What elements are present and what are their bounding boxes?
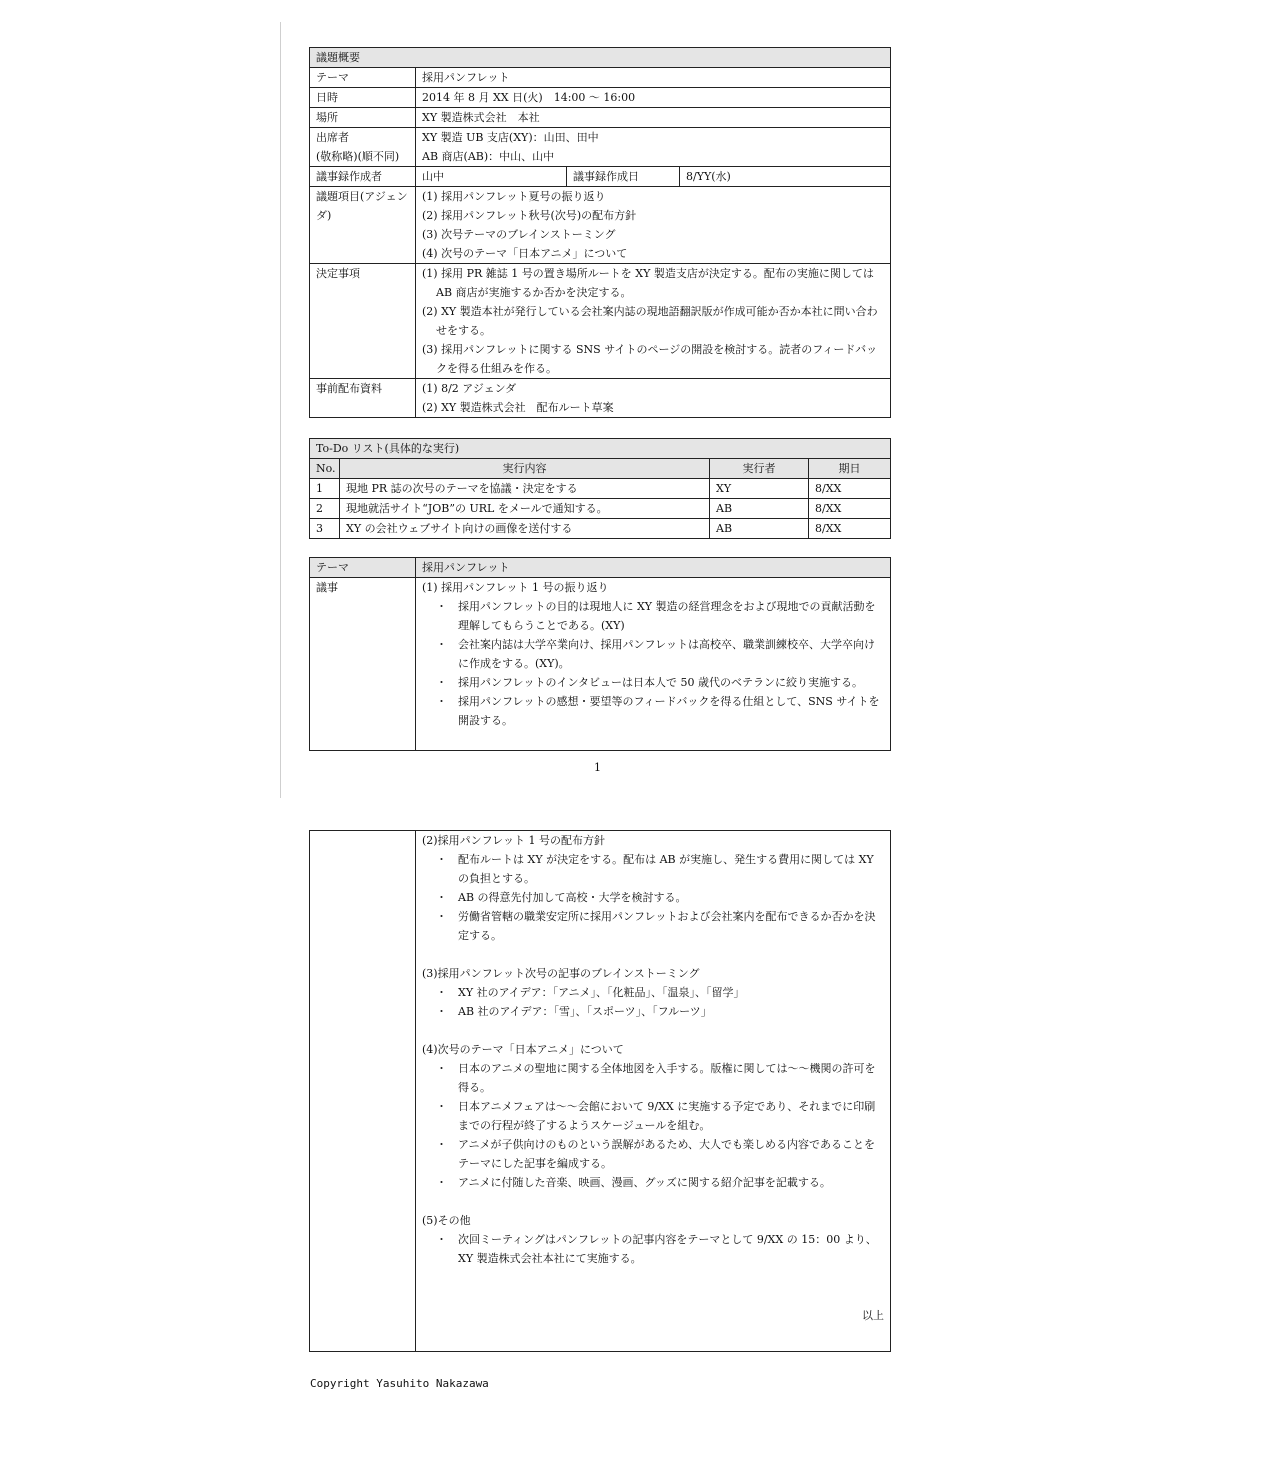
decisions-label: 決定事項: [310, 264, 416, 379]
materials-label: 事前配布資料: [310, 379, 416, 418]
copyright-text: Copyright Yasuhito Nakazawa: [310, 1377, 489, 1390]
date-label: 日時: [310, 88, 416, 108]
summary-table: [309, 47, 891, 418]
attendees-line: AB 商店(AB)：中山、山中: [422, 150, 555, 163]
closing-text: 以上: [862, 1309, 884, 1322]
attendees-label-line1: 出席者: [316, 131, 349, 144]
section-title: (2)採用パンフレット 1 号の配布方針: [422, 834, 606, 847]
table-row: [310, 479, 891, 499]
todo-no: 1: [310, 479, 340, 499]
todo-task: XY の会社ウェブサイト向けの画像を送付する: [340, 519, 710, 539]
materials-list: [416, 379, 891, 418]
todo-owner: AB: [710, 519, 809, 539]
minutes-author-label: 議事録作成者: [310, 167, 416, 187]
theme-value: 採用パンフレット: [416, 68, 891, 88]
todo-header-task: 実行内容: [340, 459, 710, 479]
list-item: ・ 労働省管轄の職業安定所に採用パンフレットおよび会社案内を配布できるか否かを決定する。: [422, 907, 884, 945]
todo-header-row: [310, 459, 891, 479]
list-item: ・ XY 社のアイデア：「アニメ」、「化粧品」、「温泉」、「留学」: [422, 983, 884, 1002]
agenda-list: [416, 187, 891, 264]
agenda-item: (3) 次号テーマのブレインストーミング: [422, 228, 616, 241]
list-item: ・ アニメが子供向けのものという誤解があるため、大人でも楽しめる内容であることをテーマにした記事を編成する。: [422, 1135, 884, 1173]
attendees-value: [416, 128, 891, 167]
section-title: (3)採用パンフレット次号の記事のブレインストーミング: [422, 967, 700, 980]
minutes-label-empty: [310, 831, 416, 1352]
decision-item: (2) XY 製造本社が発行している会社案内誌の現地語翻訳版が作成可能か否か本社に問い合わせをする。: [422, 305, 878, 337]
todo-no: 2: [310, 499, 340, 519]
agenda-label: 議題項目(アジェンダ): [310, 187, 416, 264]
list-item: ・ 採用パンフレットの感想・要望等のフィードバックを得る仕組として、SNS サイトを開設する。: [422, 692, 884, 730]
material-item: (1) 8/2 アジェンダ: [422, 382, 517, 395]
list-item: ・ 配布ルートは XY が決定をする。配布は AB が実施し、発生する費用に関しては XY の負担とする。: [422, 850, 884, 888]
todo-owner: AB: [710, 499, 809, 519]
minutes-theme-label: テーマ: [310, 558, 416, 578]
todo-header-owner: 実行者: [710, 459, 809, 479]
minutes-theme-value: 採用パンフレット: [416, 558, 891, 578]
date-value: 2014 年 8 月 XX 日(火) 14:00 ～ 16:00: [416, 88, 891, 108]
list-item: ・ 日本アニメフェアは～～会館において 9/XX に実施する予定であり、それまでに印刷までの行程が終了するようスケージュールを組む。: [422, 1097, 884, 1135]
table-row: [310, 499, 891, 519]
todo-header-no: No.: [310, 459, 340, 479]
todo-due: 8/XX: [809, 479, 891, 499]
list-item: ・ 採用パンフレットの目的は現地人に XY 製造の経営理念をおよび現地での貢献活動を理解してもらうことである。(XY): [422, 597, 884, 635]
place-label: 場所: [310, 108, 416, 128]
section-title: (5)その他: [422, 1214, 471, 1227]
material-item: (2) XY 製造株式会社 配布ルート草案: [422, 401, 614, 414]
list-item: ・ 採用パンフレットのインタビューは日本人で 50 歳代のベテランに絞り実施する。: [422, 673, 884, 692]
minutes-date-value: 8/YY(水): [680, 167, 891, 187]
todo-owner: XY: [710, 479, 809, 499]
minutes-table: [309, 557, 891, 751]
agenda-item: (4) 次号のテーマ「日本アニメ」について: [422, 247, 628, 260]
decisions-list: [416, 264, 891, 379]
todo-due: 8/XX: [809, 499, 891, 519]
page-number: 1: [594, 761, 601, 774]
theme-label: テーマ: [310, 68, 416, 88]
attendees-label: [310, 128, 416, 167]
minutes-label: 議事: [310, 578, 416, 751]
list-item: ・ 会社案内誌は大学卒業向け、採用パンフレットは高校卒、職業訓練校卒、大学卒向けに作成をする。(XY)。: [422, 635, 884, 673]
page-margin-line: [280, 22, 281, 798]
agenda-item: (1) 採用パンフレット夏号の振り返り: [422, 190, 606, 203]
todo-header-due: 期日: [809, 459, 891, 479]
minutes-body-continued: [416, 831, 891, 1352]
minutes-date-label: 議事録作成日: [567, 167, 680, 187]
todo-due: 8/XX: [809, 519, 891, 539]
section-title: (1) 採用パンフレット 1 号の振り返り: [422, 581, 609, 594]
section-title: (4)次号のテーマ「日本アニメ」について: [422, 1043, 624, 1056]
decision-item: (1) 採用 PR 雑誌 1 号の置き場所ルートを XY 製造支店が決定する。配布の実施に関しては AB 商店が実施するか否かを決定する。: [422, 267, 874, 299]
attendees-label-line2: (敬称略)(順不同): [316, 150, 400, 163]
minutes-table-continued: [309, 830, 891, 1352]
decision-item: (3) 採用パンフレットに関する SNS サイトのページの開設を検討する。読者のフィードバックを得る仕組みを作る。: [422, 343, 878, 375]
todo-title: To-Do リスト(具体的な実行): [310, 439, 891, 459]
list-item: ・ 次回ミーティングはパンフレットの記事内容をテーマとして 9/XX の 15：00 より、XY 製造株式会社本社にて実施する。: [422, 1230, 884, 1268]
place-value: XY 製造株式会社 本社: [416, 108, 891, 128]
list-item: ・ AB 社のアイデア：「雪」、「スポーツ」、「フルーツ」: [422, 1002, 884, 1021]
todo-task: 現地 PR 誌の次号のテーマを協議・決定をする: [340, 479, 710, 499]
attendees-line: XY 製造 UB 支店(XY)：山田、田中: [422, 131, 599, 144]
todo-no: 3: [310, 519, 340, 539]
list-item: ・ アニメに付随した音楽、映画、漫画、グッズに関する紹介記事を記載する。: [422, 1173, 884, 1192]
list-item: ・ AB の得意先付加して高校・大学を検討する。: [422, 888, 884, 907]
table-row: [310, 519, 891, 539]
minutes-body: [416, 578, 891, 751]
minutes-author-value: 山中: [416, 167, 567, 187]
todo-task: 現地就活サイト“JOB”の URL をメールで通知する。: [340, 499, 710, 519]
list-item: ・ 日本のアニメの聖地に関する全体地図を入手する。版権に関しては～～機関の許可を得る。: [422, 1059, 884, 1097]
summary-title: 議題概要: [310, 48, 891, 68]
todo-table: [309, 438, 891, 539]
agenda-item: (2) 採用パンフレット秋号(次号)の配布方針: [422, 209, 637, 222]
